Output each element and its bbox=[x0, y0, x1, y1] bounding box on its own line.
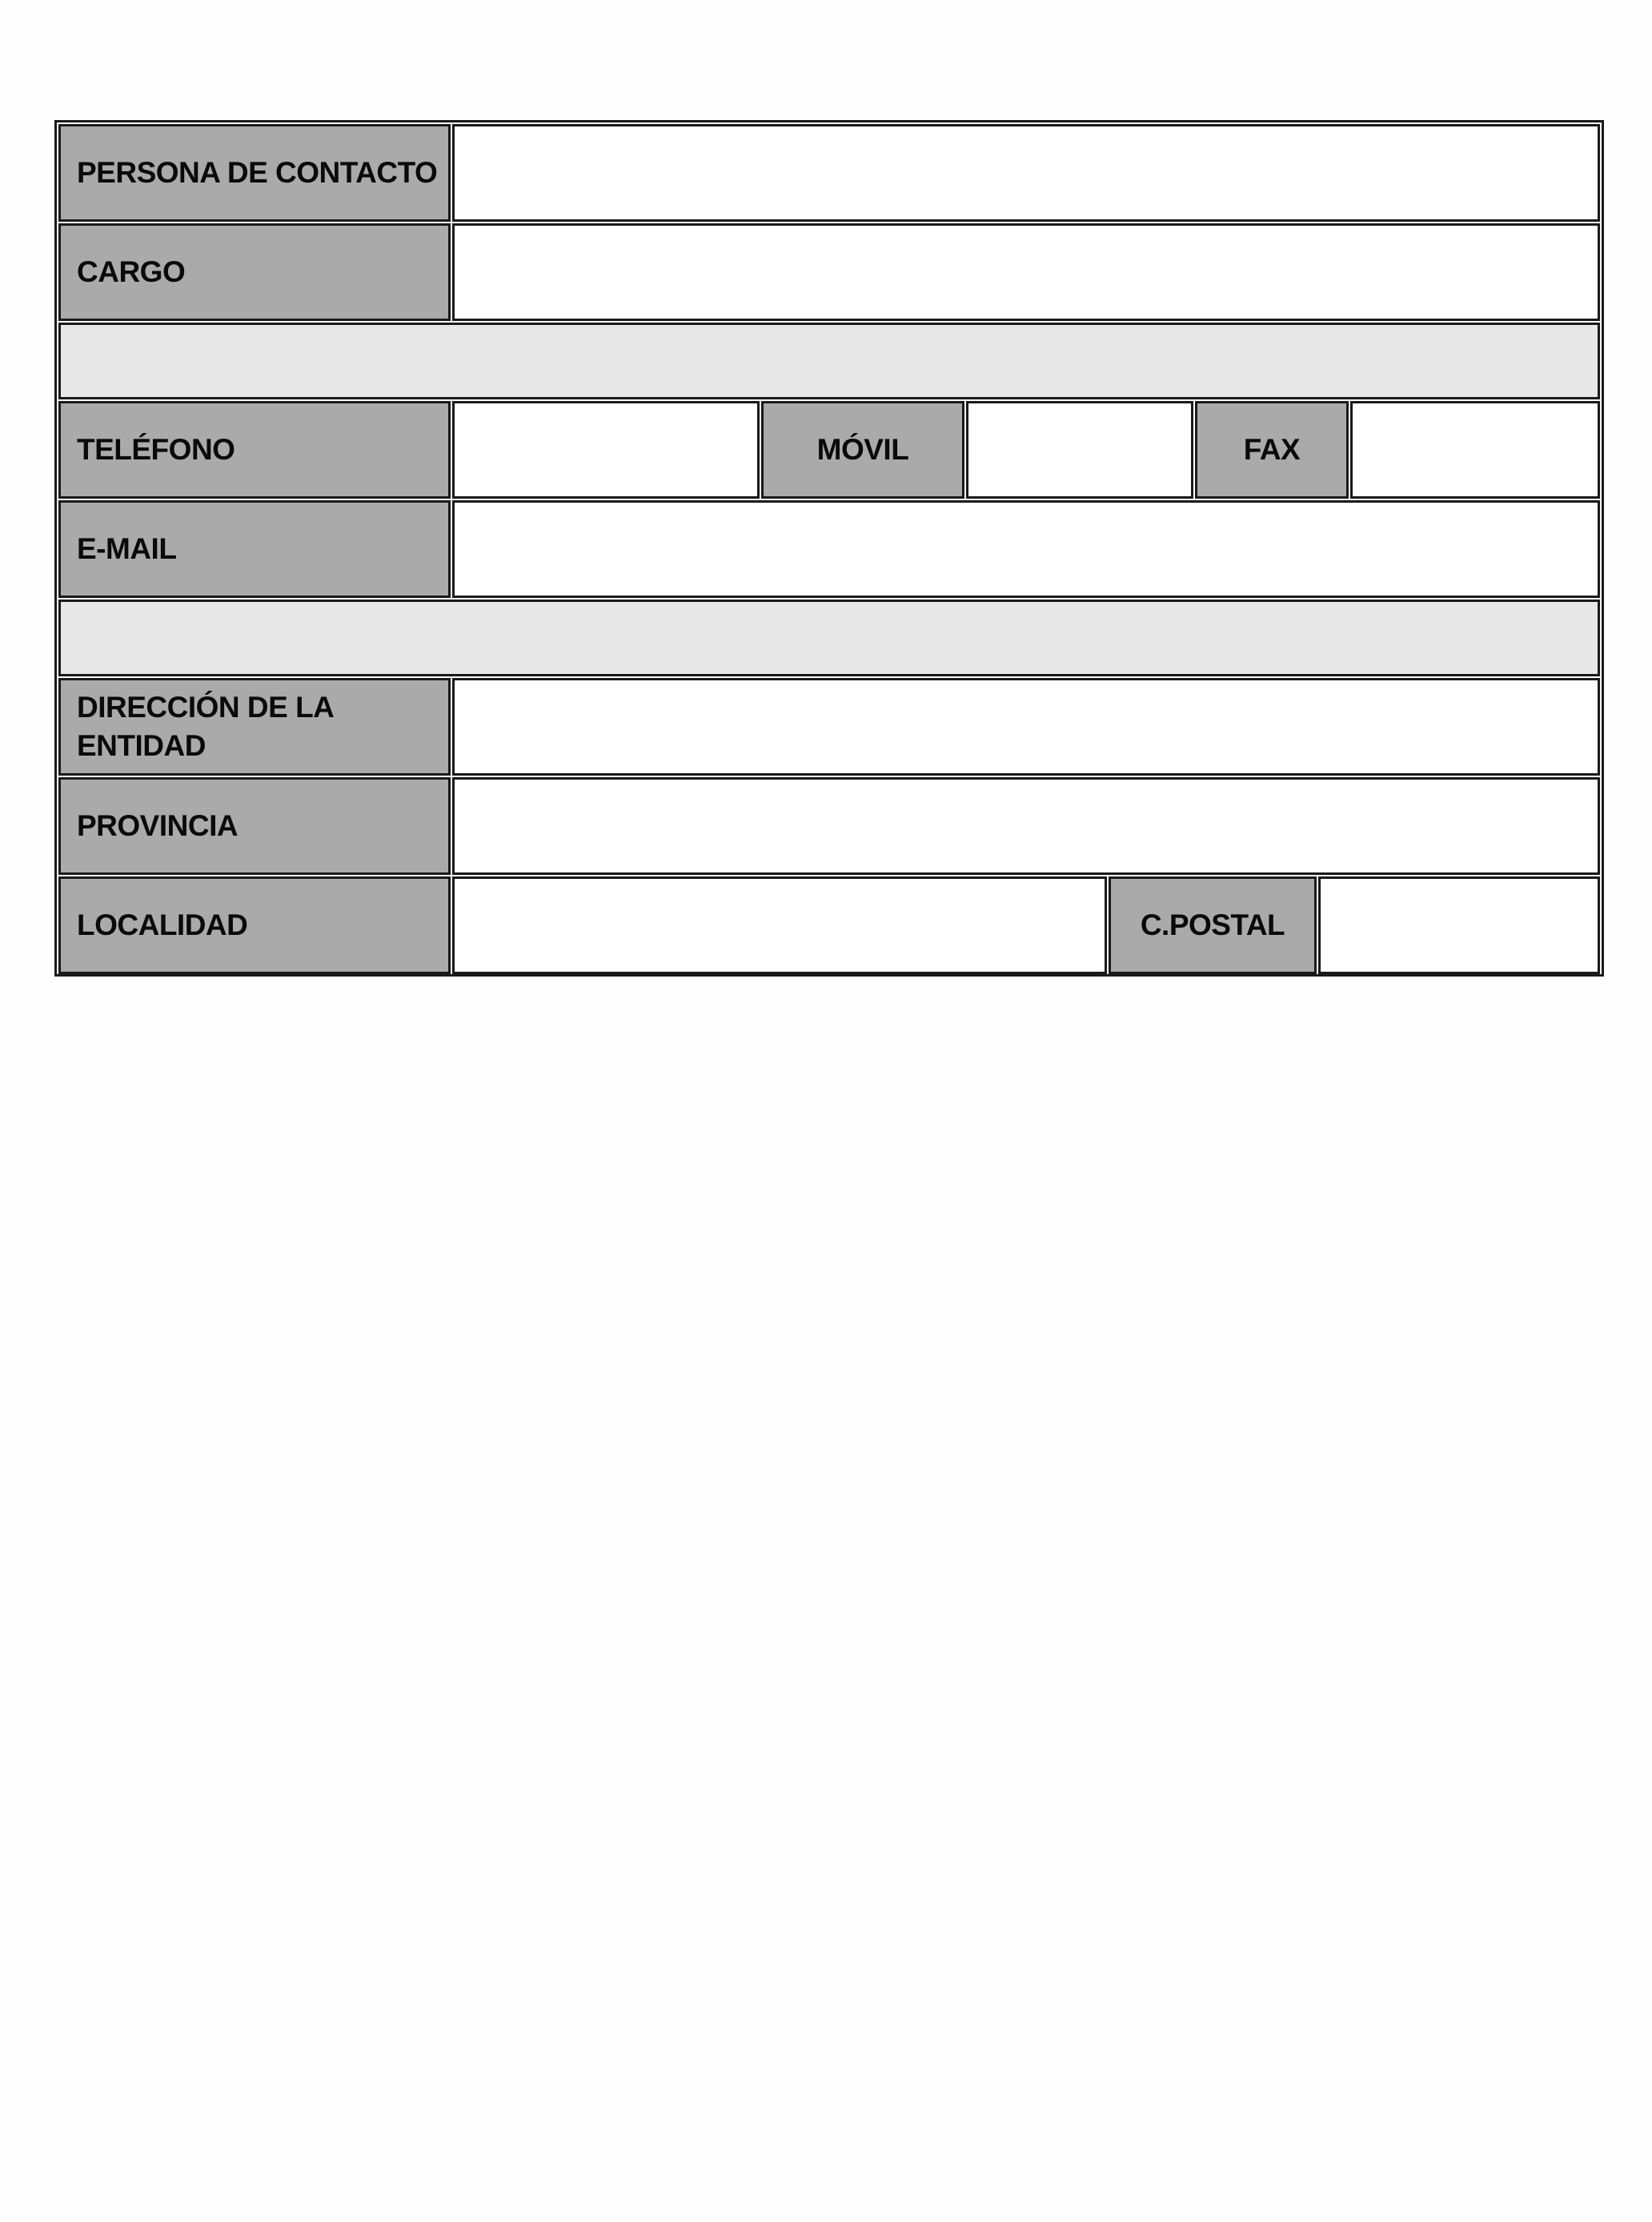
persona-contacto-field[interactable] bbox=[452, 124, 1600, 222]
provincia-label bbox=[58, 777, 451, 875]
movil-field[interactable] bbox=[966, 401, 1193, 499]
direccion-label-text: DIRECCIÓN DE LA ENTIDAD bbox=[77, 691, 334, 762]
movil-label bbox=[761, 401, 964, 499]
separator-row bbox=[58, 600, 1600, 676]
provincia-label-text: PROVINCIA bbox=[77, 809, 239, 842]
fax-field[interactable] bbox=[1350, 401, 1600, 499]
provincia-field[interactable] bbox=[452, 777, 1600, 875]
localidad-field[interactable] bbox=[452, 876, 1107, 974]
fax-label-text: FAX bbox=[1243, 433, 1301, 466]
direccion-field[interactable] bbox=[452, 678, 1600, 776]
persona-contacto-label bbox=[58, 124, 451, 222]
email-label bbox=[58, 500, 451, 598]
email-label-text: E-MAIL bbox=[77, 532, 177, 565]
contact-form-table bbox=[54, 120, 1604, 977]
movil-label-text: MÓVIL bbox=[816, 433, 909, 466]
separator-row bbox=[58, 323, 1600, 399]
fax-label bbox=[1195, 401, 1349, 499]
cargo-field[interactable] bbox=[452, 223, 1600, 321]
cpostal-label-text: C.POSTAL bbox=[1140, 908, 1285, 941]
telefono-field[interactable] bbox=[452, 401, 760, 499]
localidad-label bbox=[58, 876, 451, 974]
direccion-label bbox=[58, 678, 451, 776]
cpostal-label bbox=[1109, 876, 1317, 974]
cargo-label-text: CARGO bbox=[77, 255, 186, 288]
cpostal-field[interactable] bbox=[1318, 876, 1600, 974]
localidad-label-text: LOCALIDAD bbox=[77, 908, 248, 941]
telefono-label bbox=[58, 401, 451, 499]
cargo-label bbox=[58, 223, 451, 321]
telefono-label-text: TELÉFONO bbox=[77, 433, 235, 466]
persona-contacto-label-text: PERSONA DE CONTACTO bbox=[77, 156, 438, 189]
email-field[interactable] bbox=[452, 500, 1600, 598]
